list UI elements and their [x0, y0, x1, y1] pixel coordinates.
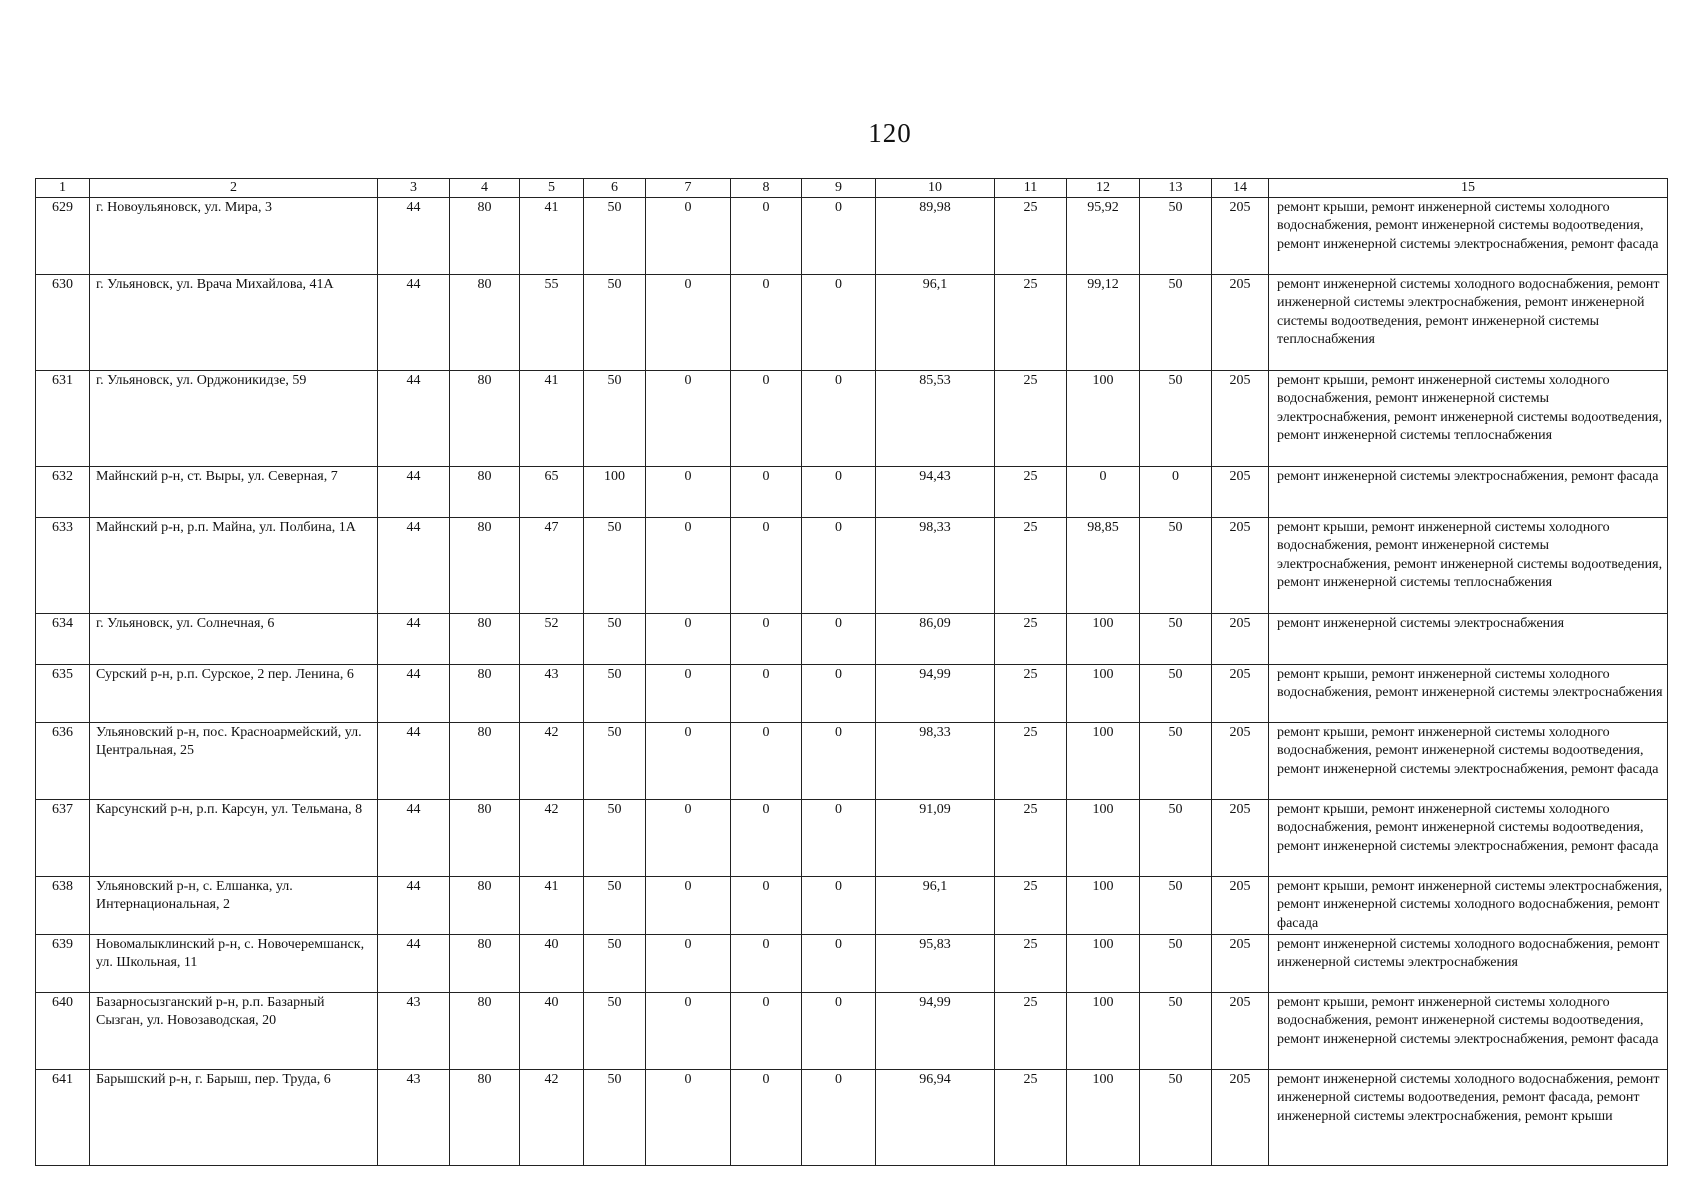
cell-col-6: 50 [584, 1070, 646, 1166]
cell-col-8: 0 [731, 275, 802, 371]
cell-col-10: 95,83 [876, 935, 995, 993]
works-cell: ремонт инженерной системы холодного водоснабжения, ремонт инженерной системы электроснабжения [1269, 935, 1668, 993]
cell-col-11: 25 [995, 371, 1067, 467]
cell-col-9: 0 [802, 665, 876, 723]
address-cell: г. Ульяновск, ул. Солнечная, 6 [90, 614, 378, 665]
table-row [36, 800, 1668, 877]
cell-col-12: 99,12 [1067, 275, 1140, 371]
cell-col-7: 0 [646, 518, 731, 614]
cell-col-7: 0 [646, 614, 731, 665]
table-row [36, 877, 1668, 935]
cell-col-11: 25 [995, 518, 1067, 614]
cell-col-3: 44 [378, 723, 450, 800]
works-cell: ремонт крыши, ремонт инженерной системы холодного водоснабжения, ремонт инженерной системы электроснабжения, ремонт инженерной системы водоотведения, ремонт инженерной системы теплоснабжения [1269, 371, 1668, 467]
cell-col-13: 50 [1140, 800, 1212, 877]
cell-col-8: 0 [731, 467, 802, 518]
cell-col-13: 50 [1140, 614, 1212, 665]
address-cell: Майнский р-н, ст. Выры, ул. Северная, 7 [90, 467, 378, 518]
cell-col-14: 205 [1212, 935, 1269, 993]
header-row [36, 179, 1668, 198]
address-cell: Новомалыклинский р-н, с. Новочеремшанск, ул. Школьная, 11 [90, 935, 378, 993]
cell-col-11: 25 [995, 877, 1067, 935]
header-cell: 7 [646, 179, 731, 198]
header-cell: 10 [876, 179, 995, 198]
cell-col-6: 50 [584, 665, 646, 723]
cell-col-14: 205 [1212, 1070, 1269, 1166]
cell-col-14: 205 [1212, 800, 1269, 877]
works-cell: ремонт инженерной системы холодного водоснабжения, ремонт инженерной системы электроснабжения, ремонт инженерной системы водоотведения, ремонт инженерной системы теплоснабжения [1269, 275, 1668, 371]
address-cell: Майнский р-н, р.п. Майна, ул. Полбина, 1А [90, 518, 378, 614]
cell-col-8: 0 [731, 877, 802, 935]
cell-col-8: 0 [731, 665, 802, 723]
header-cell: 9 [802, 179, 876, 198]
works-cell: ремонт инженерной системы электроснабжения [1269, 614, 1668, 665]
cell-col-11: 25 [995, 665, 1067, 723]
row-number-cell: 631 [36, 371, 90, 467]
row-number-cell: 633 [36, 518, 90, 614]
cell-col-13: 0 [1140, 467, 1212, 518]
cell-col-11: 25 [995, 614, 1067, 665]
cell-col-9: 0 [802, 518, 876, 614]
header-cell: 12 [1067, 179, 1140, 198]
cell-col-11: 25 [995, 275, 1067, 371]
cell-col-12: 100 [1067, 665, 1140, 723]
row-number-cell: 630 [36, 275, 90, 371]
row-number-cell: 634 [36, 614, 90, 665]
cell-col-4: 80 [450, 723, 520, 800]
cell-col-4: 80 [450, 518, 520, 614]
cell-col-10: 96,1 [876, 877, 995, 935]
works-cell: ремонт инженерной системы холодного водоснабжения, ремонт инженерной системы водоотведения, ремонт фасада, ремонт инженерной системы электроснабжения, ремонт крыши [1269, 1070, 1668, 1166]
cell-col-14: 205 [1212, 275, 1269, 371]
cell-col-9: 0 [802, 198, 876, 275]
cell-col-11: 25 [995, 467, 1067, 518]
address-cell: г. Ульяновск, ул. Врача Михайлова, 41А [90, 275, 378, 371]
cell-col-5: 43 [520, 665, 584, 723]
cell-col-3: 44 [378, 800, 450, 877]
works-cell: ремонт крыши, ремонт инженерной системы холодного водоснабжения, ремонт инженерной системы водоотведения, ремонт инженерной системы электроснабжения, ремонт фасада [1269, 993, 1668, 1070]
header-cell: 15 [1269, 179, 1668, 198]
cell-col-5: 55 [520, 275, 584, 371]
cell-col-8: 0 [731, 1070, 802, 1166]
row-number-cell: 635 [36, 665, 90, 723]
cell-col-5: 52 [520, 614, 584, 665]
header-cell: 3 [378, 179, 450, 198]
cell-col-6: 100 [584, 467, 646, 518]
address-cell: Ульяновский р-н, с. Елшанка, ул. Интернациональная, 2 [90, 877, 378, 935]
cell-col-5: 42 [520, 723, 584, 800]
cell-col-4: 80 [450, 467, 520, 518]
cell-col-10: 85,53 [876, 371, 995, 467]
cell-col-12: 100 [1067, 800, 1140, 877]
row-number-cell: 641 [36, 1070, 90, 1166]
cell-col-4: 80 [450, 614, 520, 665]
row-number-cell: 629 [36, 198, 90, 275]
cell-col-14: 205 [1212, 198, 1269, 275]
cell-col-8: 0 [731, 935, 802, 993]
cell-col-14: 205 [1212, 518, 1269, 614]
cell-col-7: 0 [646, 371, 731, 467]
cell-col-8: 0 [731, 518, 802, 614]
cell-col-8: 0 [731, 800, 802, 877]
row-number-cell: 639 [36, 935, 90, 993]
cell-col-7: 0 [646, 993, 731, 1070]
cell-col-14: 205 [1212, 723, 1269, 800]
cell-col-12: 100 [1067, 993, 1140, 1070]
cell-col-12: 0 [1067, 467, 1140, 518]
table-row [36, 467, 1668, 518]
cell-col-5: 42 [520, 1070, 584, 1166]
address-cell: г. Ульяновск, ул. Орджоникидзе, 59 [90, 371, 378, 467]
header-cell: 6 [584, 179, 646, 198]
cell-col-11: 25 [995, 723, 1067, 800]
cell-col-12: 100 [1067, 614, 1140, 665]
cell-col-10: 94,43 [876, 467, 995, 518]
cell-col-10: 86,09 [876, 614, 995, 665]
cell-col-7: 0 [646, 877, 731, 935]
cell-col-13: 50 [1140, 935, 1212, 993]
cell-col-12: 100 [1067, 935, 1140, 993]
cell-col-9: 0 [802, 1070, 876, 1166]
header-cell: 1 [36, 179, 90, 198]
table-row [36, 935, 1668, 993]
cell-col-6: 50 [584, 614, 646, 665]
cell-col-11: 25 [995, 935, 1067, 993]
cell-col-5: 47 [520, 518, 584, 614]
cell-col-14: 205 [1212, 993, 1269, 1070]
cell-col-3: 44 [378, 371, 450, 467]
table-row [36, 198, 1668, 275]
cell-col-13: 50 [1140, 665, 1212, 723]
cell-col-4: 80 [450, 877, 520, 935]
cell-col-9: 0 [802, 723, 876, 800]
row-number-cell: 638 [36, 877, 90, 935]
table-row [36, 993, 1668, 1070]
cell-col-7: 0 [646, 467, 731, 518]
cell-col-7: 0 [646, 935, 731, 993]
address-cell: Базарносызганский р-н, р.п. Базарный Сызган, ул. Новозаводская, 20 [90, 993, 378, 1070]
cell-col-7: 0 [646, 665, 731, 723]
cell-col-6: 50 [584, 800, 646, 877]
cell-col-4: 80 [450, 1070, 520, 1166]
cell-col-4: 80 [450, 993, 520, 1070]
cell-col-7: 0 [646, 723, 731, 800]
address-cell: г. Новоульяновск, ул. Мира, 3 [90, 198, 378, 275]
cell-col-14: 205 [1212, 467, 1269, 518]
cell-col-13: 50 [1140, 198, 1212, 275]
cell-col-10: 94,99 [876, 993, 995, 1070]
cell-col-3: 44 [378, 198, 450, 275]
cell-col-8: 0 [731, 723, 802, 800]
table-row [36, 275, 1668, 371]
cell-col-8: 0 [731, 371, 802, 467]
cell-col-10: 94,99 [876, 665, 995, 723]
address-cell: Ульяновский р-н, пос. Красноармейский, ул. Центральная, 25 [90, 723, 378, 800]
cell-col-6: 50 [584, 275, 646, 371]
cell-col-12: 100 [1067, 1070, 1140, 1166]
header-cell: 4 [450, 179, 520, 198]
table-row [36, 518, 1668, 614]
cell-col-12: 100 [1067, 723, 1140, 800]
cell-col-7: 0 [646, 800, 731, 877]
cell-col-3: 44 [378, 877, 450, 935]
cell-col-13: 50 [1140, 371, 1212, 467]
table-row [36, 371, 1668, 467]
row-number-cell: 640 [36, 993, 90, 1070]
cell-col-5: 41 [520, 198, 584, 275]
cell-col-6: 50 [584, 518, 646, 614]
header-cell: 14 [1212, 179, 1269, 198]
cell-col-5: 65 [520, 467, 584, 518]
cell-col-8: 0 [731, 993, 802, 1070]
cell-col-13: 50 [1140, 1070, 1212, 1166]
table-row [36, 1070, 1668, 1166]
works-cell: ремонт крыши, ремонт инженерной системы холодного водоснабжения, ремонт инженерной системы водоотведения, ремонт инженерной системы электроснабжения, ремонт фасада [1269, 723, 1668, 800]
cell-col-8: 0 [731, 198, 802, 275]
page-number: 120 [868, 118, 912, 148]
cell-col-3: 44 [378, 665, 450, 723]
cell-col-14: 205 [1212, 614, 1269, 665]
cell-col-5: 40 [520, 993, 584, 1070]
cell-col-12: 100 [1067, 371, 1140, 467]
cell-col-4: 80 [450, 665, 520, 723]
header-cell: 8 [731, 179, 802, 198]
cell-col-3: 44 [378, 275, 450, 371]
works-cell: ремонт крыши, ремонт инженерной системы электроснабжения, ремонт инженерной системы холодного водоснабжения, ремонт фасада [1269, 877, 1668, 935]
works-cell: ремонт крыши, ремонт инженерной системы холодного водоснабжения, ремонт инженерной системы водоотведения, ремонт инженерной системы электроснабжения, ремонт фасада [1269, 800, 1668, 877]
cell-col-11: 25 [995, 800, 1067, 877]
cell-col-4: 80 [450, 371, 520, 467]
cell-col-10: 96,94 [876, 1070, 995, 1166]
cell-col-10: 98,33 [876, 723, 995, 800]
cell-col-13: 50 [1140, 993, 1212, 1070]
header-cell: 13 [1140, 179, 1212, 198]
cell-col-14: 205 [1212, 371, 1269, 467]
cell-col-9: 0 [802, 993, 876, 1070]
cell-col-8: 0 [731, 614, 802, 665]
cell-col-9: 0 [802, 614, 876, 665]
cell-col-3: 43 [378, 1070, 450, 1166]
cell-col-10: 89,98 [876, 198, 995, 275]
cell-col-4: 80 [450, 198, 520, 275]
cell-col-9: 0 [802, 371, 876, 467]
cell-col-13: 50 [1140, 275, 1212, 371]
cell-col-4: 80 [450, 275, 520, 371]
cell-col-6: 50 [584, 935, 646, 993]
cell-col-11: 25 [995, 993, 1067, 1070]
cell-col-5: 42 [520, 800, 584, 877]
cell-col-6: 50 [584, 198, 646, 275]
cell-col-6: 50 [584, 723, 646, 800]
cell-col-14: 205 [1212, 665, 1269, 723]
cell-col-5: 40 [520, 935, 584, 993]
cell-col-13: 50 [1140, 723, 1212, 800]
address-cell: Барышский р-н, г. Барыш, пер. Труда, 6 [90, 1070, 378, 1166]
header-cell: 11 [995, 179, 1067, 198]
cell-col-9: 0 [802, 877, 876, 935]
cell-col-14: 205 [1212, 877, 1269, 935]
cell-col-3: 43 [378, 993, 450, 1070]
row-number-cell: 636 [36, 723, 90, 800]
cell-col-12: 100 [1067, 877, 1140, 935]
cell-col-7: 0 [646, 1070, 731, 1166]
cell-col-6: 50 [584, 993, 646, 1070]
cell-col-4: 80 [450, 800, 520, 877]
cell-col-10: 98,33 [876, 518, 995, 614]
cell-col-7: 0 [646, 198, 731, 275]
cell-col-11: 25 [995, 198, 1067, 275]
cell-col-7: 0 [646, 275, 731, 371]
works-cell: ремонт инженерной системы электроснабжения, ремонт фасада [1269, 467, 1668, 518]
cell-col-3: 44 [378, 935, 450, 993]
cell-col-9: 0 [802, 275, 876, 371]
row-number-cell: 637 [36, 800, 90, 877]
cell-col-3: 44 [378, 467, 450, 518]
cell-col-11: 25 [995, 1070, 1067, 1166]
cell-col-5: 41 [520, 877, 584, 935]
header-cell: 5 [520, 179, 584, 198]
table-row [36, 723, 1668, 800]
cell-col-12: 98,85 [1067, 518, 1140, 614]
cell-col-4: 80 [450, 935, 520, 993]
works-cell: ремонт крыши, ремонт инженерной системы холодного водоснабжения, ремонт инженерной системы водоотведения, ремонт инженерной системы электроснабжения, ремонт фасада [1269, 198, 1668, 275]
cell-col-9: 0 [802, 800, 876, 877]
address-cell: Карсунский р-н, р.п. Карсун, ул. Тельмана, 8 [90, 800, 378, 877]
header-cell: 2 [90, 179, 378, 198]
cell-col-10: 91,09 [876, 800, 995, 877]
data-table [35, 178, 1668, 1166]
cell-col-12: 95,92 [1067, 198, 1140, 275]
cell-col-6: 50 [584, 877, 646, 935]
works-cell: ремонт крыши, ремонт инженерной системы холодного водоснабжения, ремонт инженерной системы электроснабжения [1269, 665, 1668, 723]
address-cell: Сурский р-н, р.п. Сурское, 2 пер. Ленина, 6 [90, 665, 378, 723]
table-row [36, 614, 1668, 665]
cell-col-9: 0 [802, 467, 876, 518]
cell-col-9: 0 [802, 935, 876, 993]
cell-col-6: 50 [584, 371, 646, 467]
works-cell: ремонт крыши, ремонт инженерной системы холодного водоснабжения, ремонт инженерной системы электроснабжения, ремонт инженерной системы водоотведения, ремонт инженерной системы теплоснабжения [1269, 518, 1668, 614]
cell-col-13: 50 [1140, 518, 1212, 614]
cell-col-3: 44 [378, 518, 450, 614]
cell-col-3: 44 [378, 614, 450, 665]
cell-col-5: 41 [520, 371, 584, 467]
cell-col-13: 50 [1140, 877, 1212, 935]
cell-col-10: 96,1 [876, 275, 995, 371]
table-row [36, 665, 1668, 723]
row-number-cell: 632 [36, 467, 90, 518]
